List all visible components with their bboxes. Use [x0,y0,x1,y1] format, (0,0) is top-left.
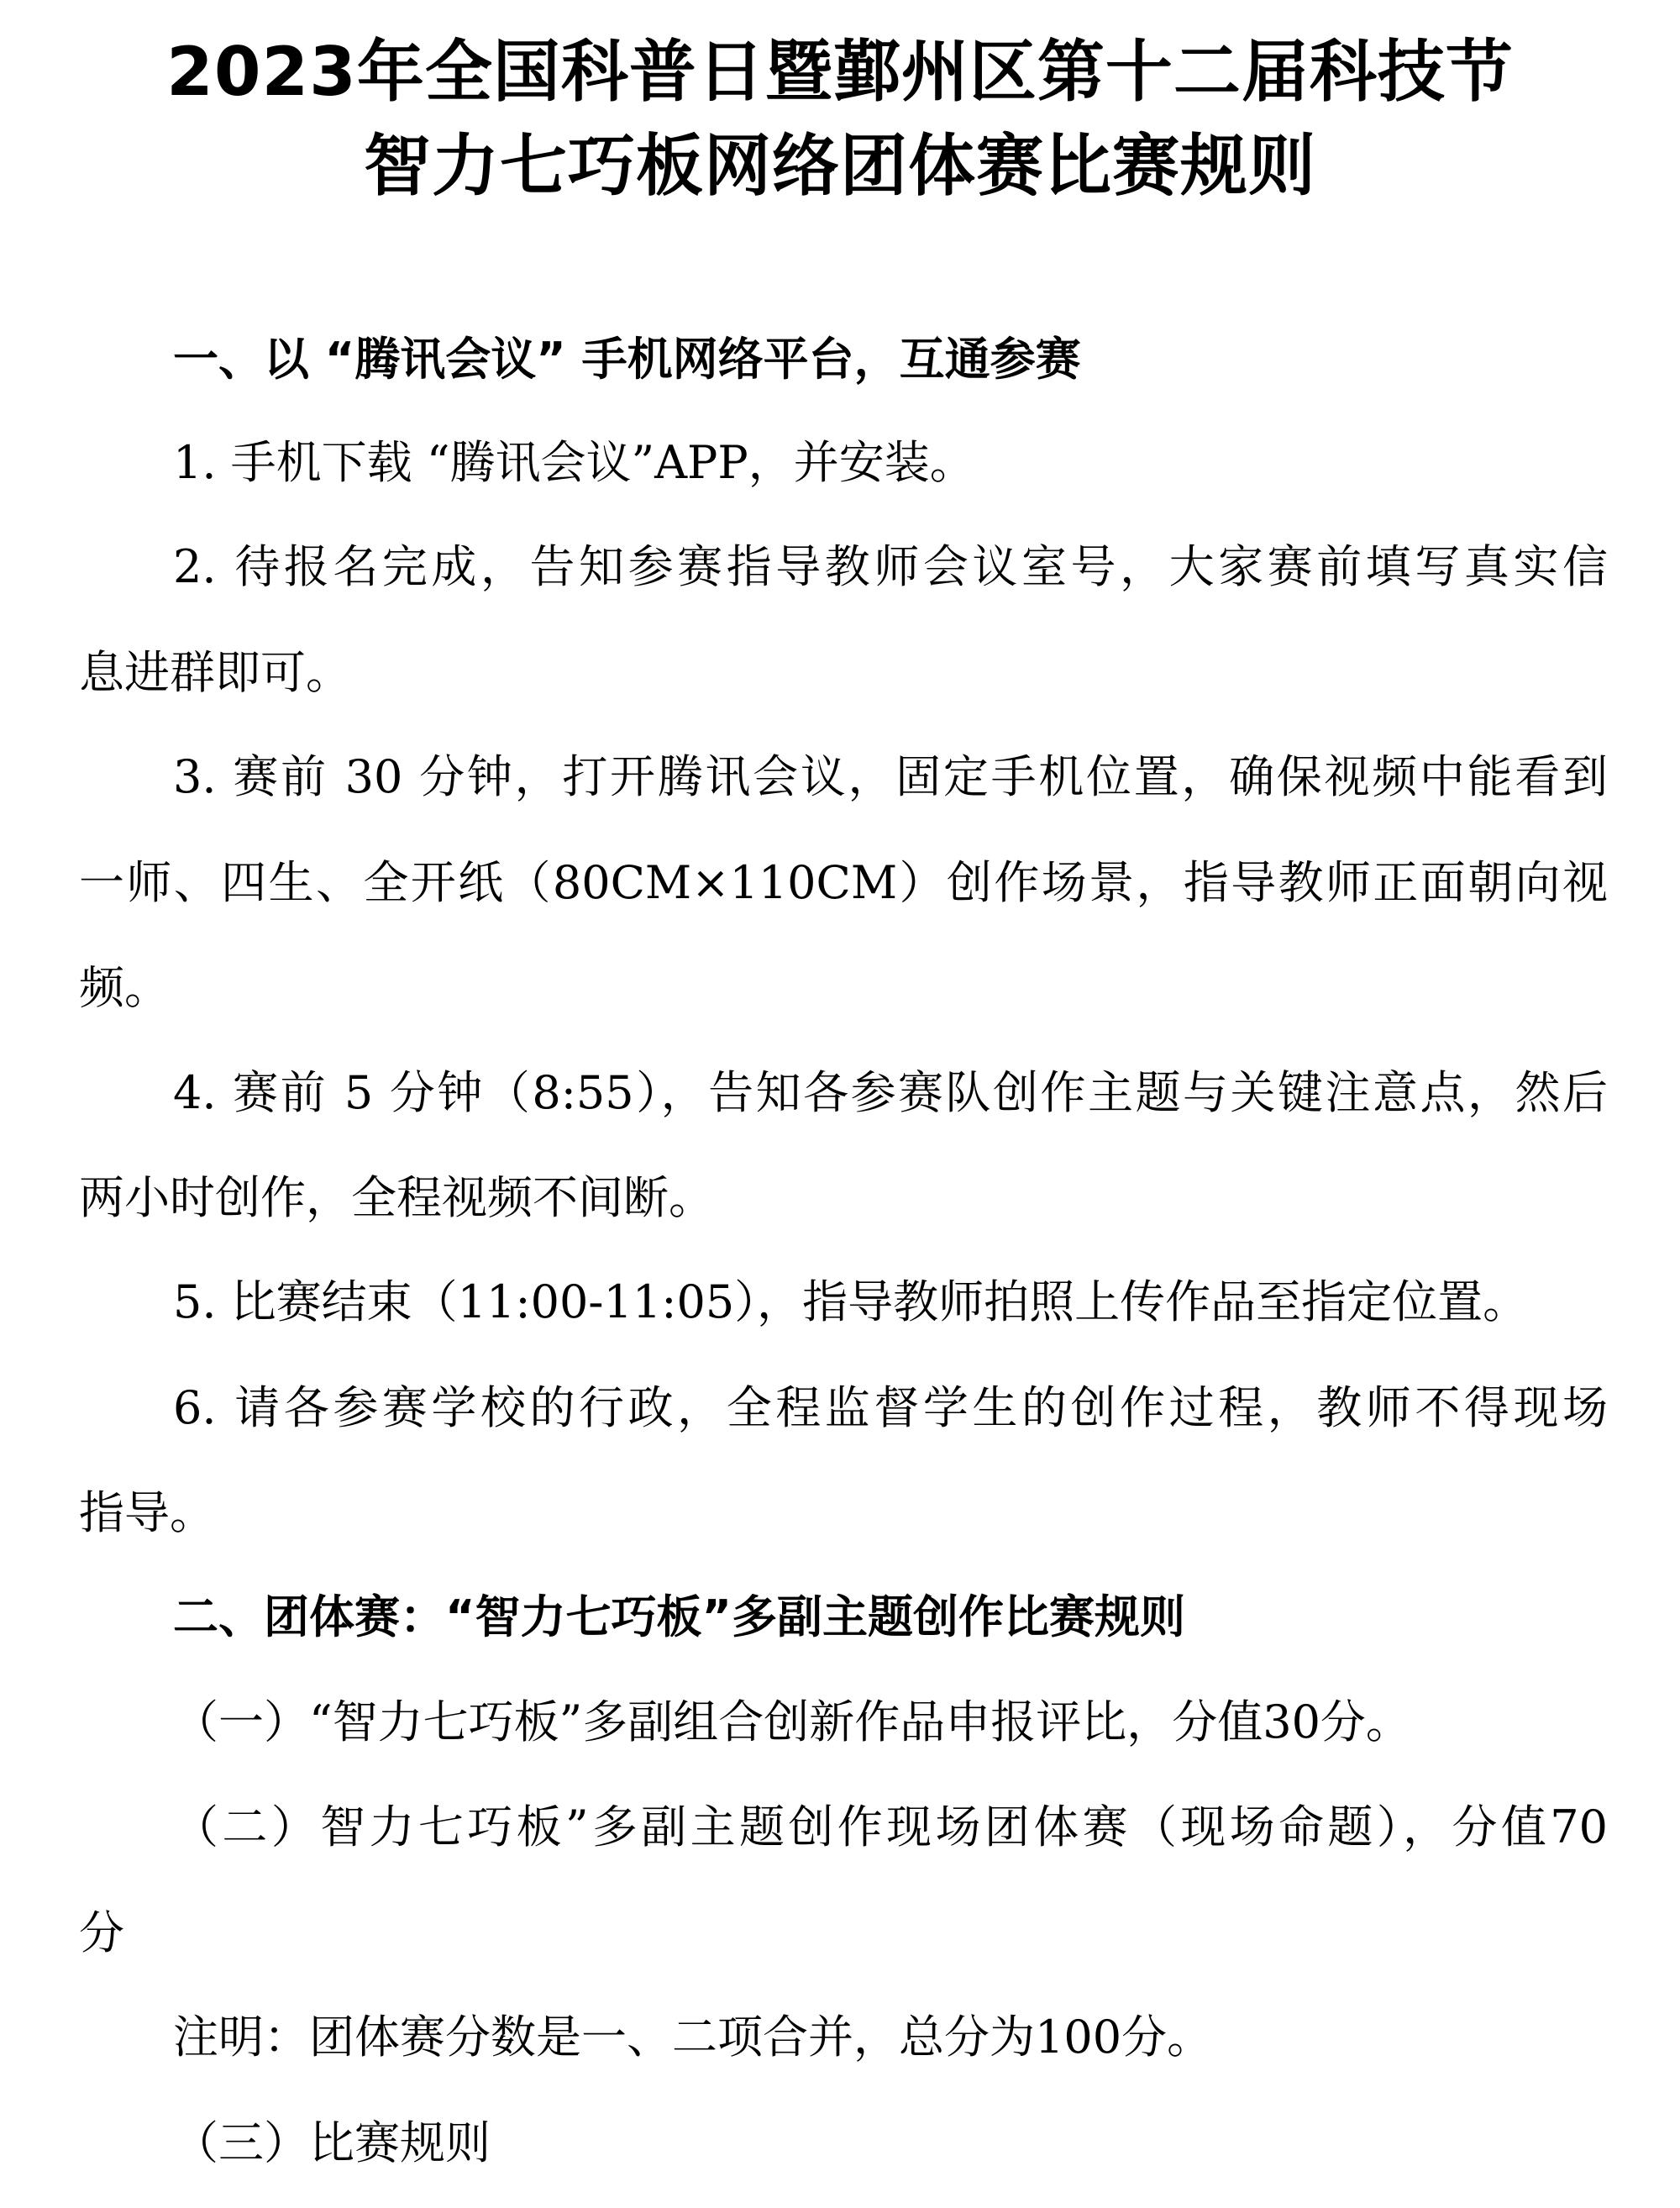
section-2-sub-2-line-1: （二）智力七巧板”多副主题创作现场团体赛（现场命题），分值70 [173,1801,1608,1853]
item-5-line-1: 5. 比赛结束（11:00-11:05），指导教师拍照上传作品至指定位置。 [173,1275,1529,1328]
item-2-line-1: 2. 待报名完成，告知参赛指导教师会议室号，大家赛前填写真实信 [173,540,1608,593]
item-1-line-1: 1. 手机下载 “腾讯会议”APP，并安装。 [173,436,975,489]
item-3-line-1: 3. 赛前 30 分钟，打开腾讯会议，固定手机位置，确保视频中能看到 [173,750,1608,803]
item-6-line-1: 6. 请各参赛学校的行政，全程监督学生的创作过程，教师不得现场 [173,1381,1608,1434]
item-3-line-3: 频。 [79,961,170,1014]
item-2-line-2: 息进群即可。 [79,646,351,699]
item-3-line-2: 一师、四生、全开纸（80CM×110CM）创作场景，指导教师正面朝向视 [79,856,1608,909]
section-2-heading: 二、团体赛：“智力七巧板”多副主题创作比赛规则 [173,1590,1185,1643]
item-6-line-2: 指导。 [79,1486,215,1539]
item-4-line-2: 两小时创作，全程视频不间断。 [79,1171,714,1224]
section-2-sub-1: （一）“智力七巧板”多副组合创新作品申报评比，分值30分。 [173,1695,1411,1748]
item-4-line-1: 4. 赛前 5 分钟（8:55），告知各参赛队创作主题与关键注意点，然后 [173,1066,1608,1119]
section-1-heading: 一、以 “腾讯会议” 手机网络平台，互通参赛 [173,333,1081,386]
document-title-line-1: 2023年全国科普日暨鄞州区第十二届科技节 [166,33,1514,111]
section-2-sub-3: （三）比赛规则 [173,2116,491,2169]
document-title-line-2: 智力七巧板网络团体赛比赛规则 [364,127,1316,205]
section-2-note: 注明：团体赛分数是一、二项合并，总分为100分。 [173,2011,1213,2063]
section-2-sub-2-line-2: 分 [79,1906,124,1959]
